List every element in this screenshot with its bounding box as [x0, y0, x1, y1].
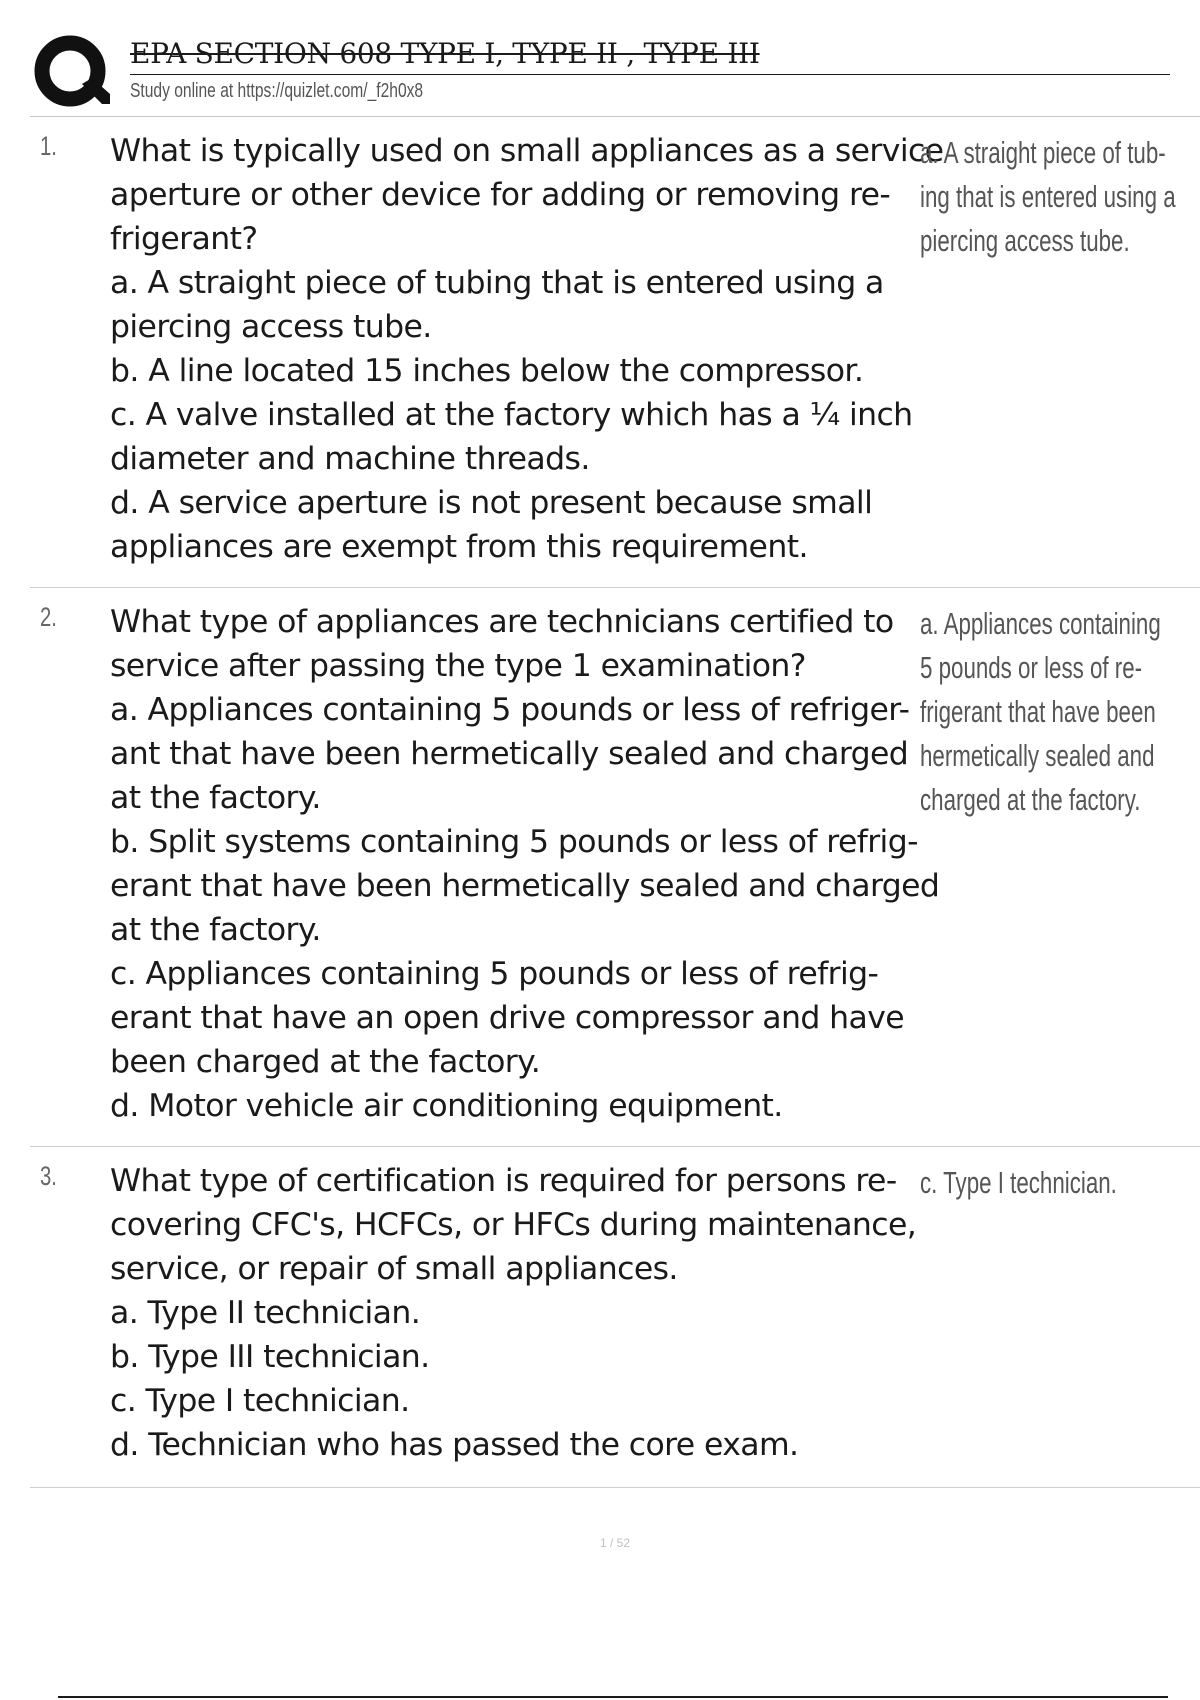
- answer-line: 5 pounds or less of re-: [920, 650, 1143, 685]
- option-line: ant that have been hermetically sealed and charged: [110, 736, 909, 772]
- card-number: 3.: [40, 1161, 57, 1191]
- answer-block: [920, 1161, 1117, 1205]
- answer-line: a. A straight piece of tub-: [920, 135, 1166, 170]
- page-number: 1 / 52: [600, 1536, 631, 1550]
- question-line: What type of appliances are technicians certified to: [110, 604, 894, 640]
- question-block: [110, 1159, 950, 1467]
- flashcard-list: [30, 117, 1200, 1488]
- option-line: b. A line located 15 inches below the compressor.: [110, 353, 864, 389]
- quizlet-q-logo-icon: [32, 32, 112, 112]
- answer-block: [920, 131, 1176, 263]
- option-line: b. Split systems containing 5 pounds or less of refrig-: [110, 824, 918, 860]
- question-block: [110, 600, 950, 1128]
- question-line: aperture or other device for adding or removing re-: [110, 177, 891, 213]
- card-number: 1.: [40, 131, 57, 161]
- option-line: erant that have an open drive compressor and have: [110, 1000, 905, 1036]
- option-line: a. Type II technician.: [110, 1295, 421, 1331]
- question-line: service, or repair of small appliances.: [110, 1251, 678, 1287]
- option-line: d. Motor vehicle air conditioning equipment.: [110, 1088, 783, 1124]
- document-title-text: EPA SECTION 608 TYPE I, TYPE II , TYPE III: [130, 37, 760, 70]
- answer-line: hermetically sealed and: [920, 738, 1155, 773]
- page-header: [30, 28, 1190, 118]
- option-line: at the factory.: [110, 780, 321, 816]
- study-online-link[interactable]: Study online at https://quizlet.com/_f2h0x8: [130, 80, 424, 102]
- answer-line: c. Type I technician.: [920, 1165, 1117, 1200]
- answer-block: [920, 602, 1161, 822]
- page-bottom-divider: [58, 1696, 1168, 1698]
- question-line: What type of certification is required for persons re-: [110, 1163, 897, 1199]
- option-line: at the factory.: [110, 912, 321, 948]
- question-block: [110, 129, 950, 569]
- option-line: b. Type III technician.: [110, 1339, 430, 1375]
- answer-line: a. Appliances containing: [920, 606, 1161, 641]
- option-line: a. Appliances containing 5 pounds or less of refriger-: [110, 692, 910, 728]
- flashcard: [30, 1147, 1200, 1488]
- answer-line: frigerant that have been: [920, 694, 1156, 729]
- option-line: diameter and machine threads.: [110, 441, 590, 477]
- answer-line: ing that is entered using a: [920, 179, 1176, 214]
- document-title: [130, 34, 1170, 75]
- answer-line: piercing access tube.: [920, 223, 1130, 258]
- flashcard: [30, 588, 1200, 1147]
- option-line: c. A valve installed at the factory which has a ¼ inch: [110, 397, 913, 433]
- option-line: piercing access tube.: [110, 309, 432, 345]
- option-line: appliances are exempt from this requirement.: [110, 529, 808, 565]
- option-line: been charged at the factory.: [110, 1044, 541, 1080]
- option-line: d. A service aperture is not present because small: [110, 485, 873, 521]
- option-line: erant that have been hermetically sealed and charged: [110, 868, 940, 904]
- question-line: covering CFC's, HCFCs, or HFCs during maintenance,: [110, 1207, 917, 1243]
- question-line: frigerant?: [110, 221, 258, 257]
- option-line: a. A straight piece of tubing that is entered using a: [110, 265, 884, 301]
- question-line: service after passing the type 1 examination?: [110, 648, 806, 684]
- option-line: c. Type I technician.: [110, 1383, 410, 1419]
- flashcard: [30, 117, 1200, 588]
- option-line: d. Technician who has passed the core exam.: [110, 1427, 799, 1463]
- option-line: c. Appliances containing 5 pounds or less of refrig-: [110, 956, 879, 992]
- answer-line: charged at the factory.: [920, 782, 1141, 817]
- card-number: 2.: [40, 602, 57, 632]
- question-line: What is typically used on small appliances as a service: [110, 133, 944, 169]
